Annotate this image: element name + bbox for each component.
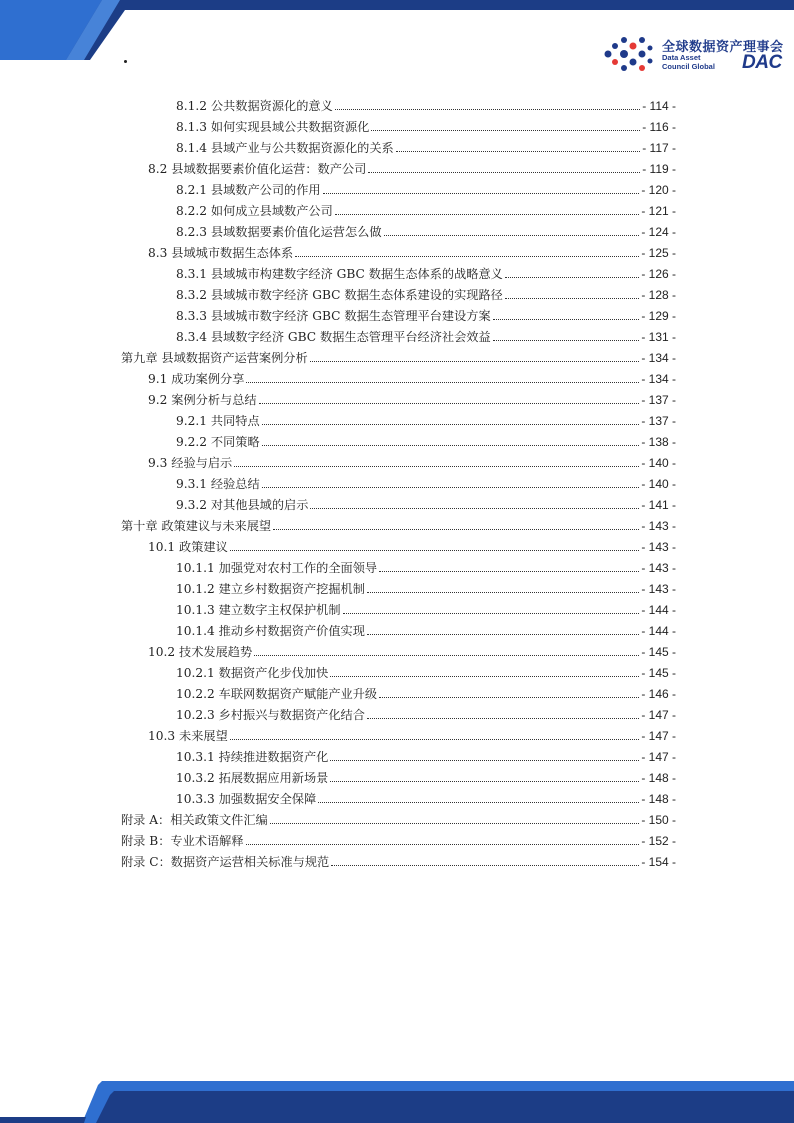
toc-entry-page: - 144 - [641, 624, 676, 638]
toc-entry-page: - 124 - [641, 225, 676, 239]
toc-dot-leader [262, 486, 640, 488]
toc-dot-leader [396, 150, 641, 152]
toc-dot-leader [384, 234, 640, 236]
toc-entry-title: 10.2.2 车联网数据资产赋能产业升级 [176, 687, 378, 701]
toc-entry[interactable] [121, 516, 676, 536]
toc-entry[interactable] [176, 264, 676, 284]
toc-entry[interactable] [176, 222, 676, 242]
toc-entry-title: 10.3.3 加强数据安全保障 [176, 792, 317, 806]
toc-entry-page: - 125 - [641, 246, 676, 260]
toc-entry-page: - 143 - [641, 561, 676, 575]
toc-entry-page: - 116 - [642, 120, 676, 134]
toc-entry-page: - 119 - [642, 162, 676, 176]
toc-dot-leader [310, 507, 639, 509]
toc-entry-page: - 114 - [642, 99, 676, 113]
toc-entry[interactable] [176, 432, 676, 452]
toc-entry-title: 10.3.1 持续推进数据资产化 [176, 750, 329, 764]
toc-entry-page: - 148 - [641, 771, 676, 785]
toc-entry-page: - 143 - [641, 540, 676, 554]
toc-entry-title: 9.3.2 对其他县域的启示 [176, 498, 309, 512]
toc-entry[interactable] [148, 453, 676, 473]
toc-dot-leader [270, 822, 640, 824]
toc-entry[interactable] [176, 558, 676, 578]
toc-entry[interactable] [176, 474, 676, 494]
toc-entry-page: - 138 - [641, 435, 676, 449]
toc-entry-title: 8.3.1 县域城市构建数字经济 GBC 数据生态体系的战略意义 [176, 267, 503, 281]
toc-entry[interactable] [148, 537, 676, 557]
toc-entry-page: - 131 - [641, 330, 676, 344]
toc-entry-title: 10.3.2 拓展数据应用新场景 [176, 771, 329, 785]
toc-entry-page: - 143 - [641, 582, 676, 596]
toc-entry[interactable] [176, 411, 676, 431]
toc-entry-title: 附录 C：数据资产运营相关标准与规范 [121, 855, 330, 869]
toc-entry[interactable] [176, 285, 676, 305]
toc-entry-title: 9.3 经验与启示 [148, 456, 233, 470]
toc-entry[interactable] [176, 621, 676, 641]
toc-entry-title: 10.1.2 建立乡村数据资产挖掘机制 [176, 582, 365, 596]
logo-mark-icon [600, 34, 660, 74]
toc-entry[interactable] [176, 117, 676, 137]
toc-entry-title: 9.2.1 共同特点 [176, 414, 260, 428]
toc-dot-leader [259, 402, 640, 404]
toc-entry-title: 9.2 案例分析与总结 [148, 393, 257, 407]
toc-entry-page: - 145 - [641, 645, 676, 659]
toc-dot-leader [254, 654, 639, 656]
toc-entry-page: - 121 - [641, 204, 676, 218]
logo-abbreviation: DAC [742, 52, 782, 73]
toc-dot-leader [368, 171, 640, 173]
toc-entry-page: - 129 - [641, 309, 676, 323]
toc-entry-title: 10.1.3 建立数字主权保护机制 [176, 603, 341, 617]
toc-entry-title: 8.2.3 县域数据要素价值化运营怎么做 [176, 225, 382, 239]
toc-dot-leader [335, 108, 640, 110]
council-logo [600, 34, 790, 74]
toc-entry[interactable] [176, 495, 676, 515]
toc-entry[interactable] [176, 180, 676, 200]
toc-entry-page: - 147 - [641, 729, 676, 743]
toc-dot-leader [505, 297, 639, 299]
toc-dot-leader [323, 192, 640, 194]
toc-entry-title: 8.2.2 如何成立县域数产公司 [176, 204, 333, 218]
toc-entry-title: 8.1.2 公共数据资源化的意义 [176, 99, 333, 113]
toc-entry-page: - 144 - [641, 603, 676, 617]
toc-entry[interactable] [148, 390, 676, 410]
toc-entry-page: - 134 - [641, 372, 676, 386]
logo-english-name-line1: Data Asset [662, 53, 701, 62]
toc-dot-leader [230, 549, 640, 551]
toc-entry-title: 9.1 成功案例分享 [148, 372, 245, 386]
toc-entry-page: - 145 - [641, 666, 676, 680]
toc-entry[interactable] [148, 243, 676, 263]
toc-entry-page: - 143 - [641, 519, 676, 533]
toc-entry[interactable] [148, 369, 676, 389]
toc-entry-page: - 154 - [641, 855, 676, 869]
toc-entry-title: 附录 A：相关政策文件汇编 [121, 813, 268, 827]
toc-entry[interactable] [121, 831, 676, 851]
toc-dot-leader [318, 801, 639, 803]
toc-dot-leader [330, 675, 639, 677]
toc-entry-page: - 140 - [641, 456, 676, 470]
toc-dot-leader [310, 360, 640, 362]
toc-entry[interactable] [176, 768, 676, 788]
toc-entry[interactable] [121, 348, 676, 368]
toc-dot-leader [246, 381, 639, 383]
toc-dot-leader [234, 465, 639, 467]
toc-entry-page: - 147 - [641, 750, 676, 764]
toc-entry-title: 10.3 未来展望 [148, 729, 228, 743]
header-bullet [124, 60, 127, 63]
toc-entry-title: 10.2 技术发展趋势 [148, 645, 253, 659]
toc-entry[interactable] [148, 726, 676, 746]
toc-entry-page: - 141 - [641, 498, 676, 512]
toc-entry-title: 10.1 政策建议 [148, 540, 228, 554]
toc-entry[interactable] [176, 684, 676, 704]
toc-entry[interactable] [176, 600, 676, 620]
toc-entry[interactable] [176, 663, 676, 683]
toc-dot-leader [343, 612, 640, 614]
toc-dot-leader [262, 444, 640, 446]
toc-dot-leader [367, 633, 639, 635]
toc-entry-title: 8.2 县域数据要素价值化运营：数产公司 [148, 162, 367, 176]
toc-entry[interactable] [176, 789, 676, 809]
toc-entry-title: 10.1.4 推动乡村数据资产价值实现 [176, 624, 365, 638]
toc-entry-page: - 140 - [641, 477, 676, 491]
toc-dot-leader [335, 213, 640, 215]
toc-dot-leader [246, 843, 640, 845]
logo-english-name-line2: Council Global [662, 62, 715, 71]
toc-dot-leader [367, 717, 639, 719]
toc-entry-title: 第十章 政策建议与未来展望 [121, 519, 272, 533]
toc-dot-leader [273, 528, 639, 530]
toc-entry-title: 附录 B：专业术语解释 [121, 834, 244, 848]
toc-entry-page: - 134 - [641, 351, 676, 365]
toc-entry-title: 8.1.3 如何实现县域公共数据资源化 [176, 120, 370, 134]
toc-entry-title: 8.1.4 县域产业与公共数据资源化的关系 [176, 141, 394, 155]
toc-entry-page: - 120 - [641, 183, 676, 197]
toc-entry-title: 9.2.2 不同策略 [176, 435, 260, 449]
toc-entry-page: - 152 - [641, 834, 676, 848]
footer-band [0, 1063, 794, 1123]
toc-entry-title: 8.3.2 县域城市数字经济 GBC 数据生态体系建设的实现路径 [176, 288, 503, 302]
toc-entry-page: - 126 - [641, 267, 676, 281]
toc-entry-page: - 128 - [641, 288, 676, 302]
toc-entry-page: - 117 - [642, 141, 676, 155]
toc-entry[interactable] [176, 327, 676, 347]
toc-dot-leader [331, 864, 639, 866]
toc-entry-title: 10.1.1 加强党对农村工作的全面领导 [176, 561, 378, 575]
toc-entry-page: - 148 - [641, 792, 676, 806]
toc-entry-title: 8.3.3 县域城市数字经济 GBC 数据生态管理平台建设方案 [176, 309, 491, 323]
toc-dot-leader [371, 129, 640, 131]
toc-entry-title: 8.2.1 县域数产公司的作用 [176, 183, 321, 197]
toc-entry[interactable] [148, 159, 676, 179]
toc-entry-page: - 137 - [641, 414, 676, 428]
logo-chinese-name: 全球数据资产理事会 [662, 40, 784, 55]
toc-entry[interactable] [176, 138, 676, 158]
toc-dot-leader [379, 696, 639, 698]
toc-dot-leader [493, 339, 640, 341]
toc-dot-leader [379, 570, 639, 572]
toc-dot-leader [367, 591, 639, 593]
toc-entry-title: 8.3.4 县域数字经济 GBC 数据生态管理平台经济社会效益 [176, 330, 491, 344]
toc-entry[interactable] [176, 747, 676, 767]
toc-entry-title: 9.3.1 经验总结 [176, 477, 260, 491]
toc-entry[interactable] [176, 96, 676, 116]
toc-dot-leader [330, 759, 639, 761]
toc-entry-title: 10.2.3 乡村振兴与数据资产化结合 [176, 708, 365, 722]
toc-dot-leader [330, 780, 639, 782]
toc-dot-leader [493, 318, 640, 320]
toc-dot-leader [505, 276, 639, 278]
toc-entry[interactable] [176, 579, 676, 599]
toc-entry[interactable] [176, 306, 676, 326]
toc-entry-page: - 150 - [641, 813, 676, 827]
toc-dot-leader [295, 255, 639, 257]
toc-dot-leader [262, 423, 640, 425]
toc-dot-leader [230, 738, 640, 740]
toc-entry-page: - 146 - [641, 687, 676, 701]
toc-entry-title: 10.2.1 数据资产化步伐加快 [176, 666, 329, 680]
toc-entry-title: 8.3 县域城市数据生态体系 [148, 246, 294, 260]
toc-entry[interactable] [121, 852, 676, 872]
toc-entry[interactable] [176, 201, 676, 221]
toc-entry-page: - 147 - [641, 708, 676, 722]
toc-entry-page: - 137 - [641, 393, 676, 407]
toc-entry[interactable] [121, 810, 676, 830]
toc-entry[interactable] [176, 705, 676, 725]
toc-entry[interactable] [148, 642, 676, 662]
toc-entry-title: 第九章 县域数据资产运营案例分析 [121, 351, 308, 365]
